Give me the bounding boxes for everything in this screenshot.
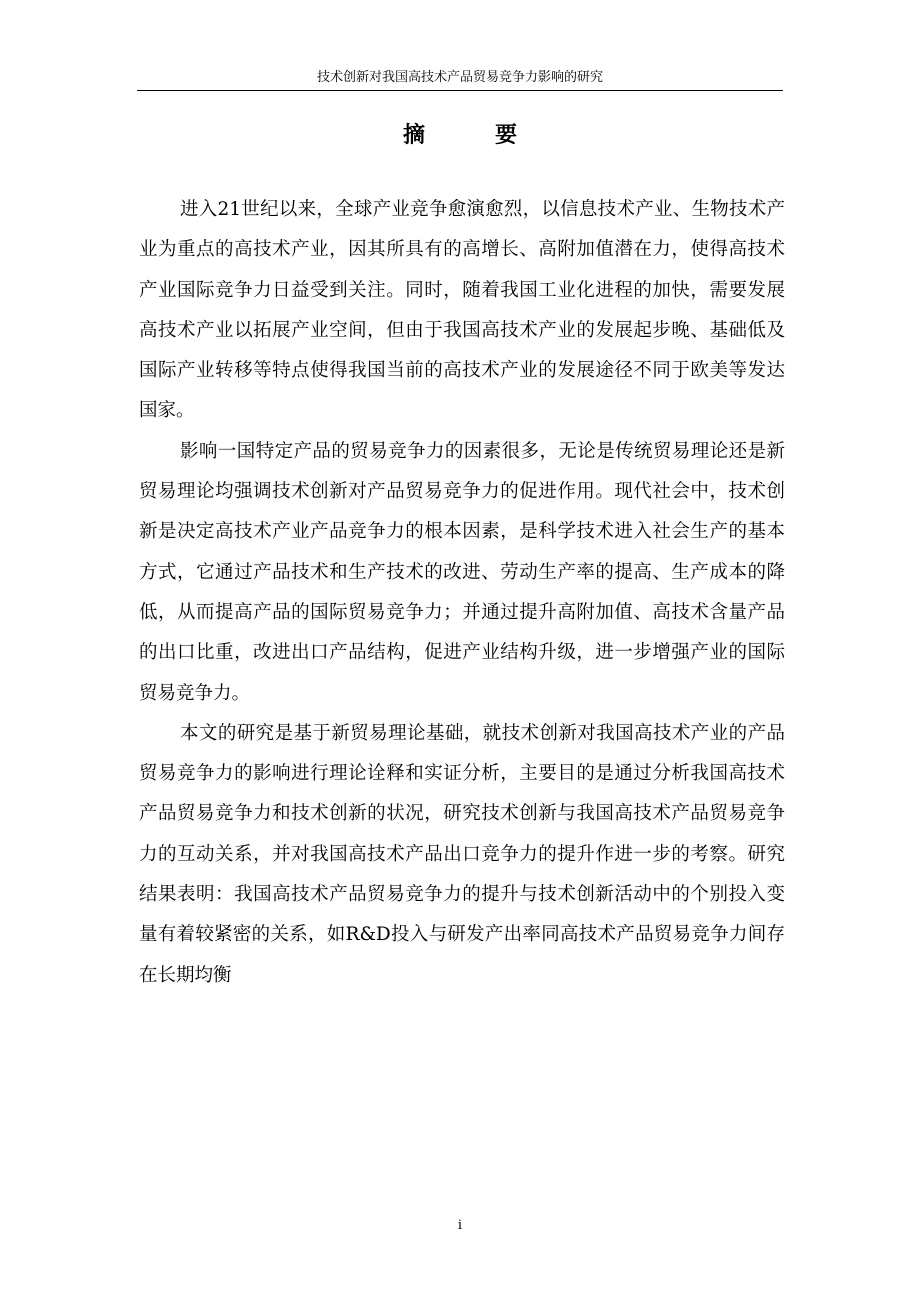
abstract-body: [139, 190, 785, 996]
page-number: i: [457, 1218, 463, 1233]
abstract-title: 摘 要: [402, 122, 541, 148]
header-rule: [137, 90, 783, 91]
running-header: 技术创新对我国高技术产品贸易竞争力影响的研究: [316, 70, 603, 85]
abstract-paragraph-2: 影响一国特定产品的贸易竞争力的因素很多，无论是传统贸易理论还是新贸易理论均强调技术创新对产品贸易竞争力的促进作用。现代社会中，技术创新是决定高技术产业产品竞争力的根本因素，是科学技术进入社会生产的基本方式，它通过产品技术和生产技术的改进、劳动生产率的提高、生产成本的降低，从而提高产品的国际贸易竞争力；并通过提升高附加值、高技术含量产品的出口比重，改进出口产品结构，促进产业结构升级，进一步增强产业的国际贸易竞争力。: [139, 440, 785, 704]
abstract-paragraph-3: 本文的研究是基于新贸易理论基础，就技术创新对我国高技术产业的产品贸易竞争力的影响进行理论诠释和实证分析，主要目的是通过分析我国高技术产品贸易竞争力和技术创新的状况，研究技术创新与我国高技术产品贸易竞争力的互动关系，并对我国高技术产品出口竞争力的提升作进一步的考察。研究结果表明：我国高技术产品贸易竞争力的提升与技术创新活动中的个别投入变量有着较紧密的关系，如R&D投入与研发产出率同高技术产品贸易竞争力间存在长期均衡: [139, 722, 785, 986]
abstract-paragraph-1: 进入21世纪以来，全球产业竞争愈演愈烈，以信息技术产业、生物技术产业为重点的高技术产业，因其所具有的高增长、高附加值潜在力，使得高技术产业国际竞争力日益受到关注。同时，随着我国工业化进程的加快，需要发展高技术产业以拓展产业空间，但由于我国高技术产业的发展起步晚、基础低及国际产业转移等特点使得我国当前的高技术产业的发展途径不同于欧美等发达国家。: [139, 199, 785, 422]
